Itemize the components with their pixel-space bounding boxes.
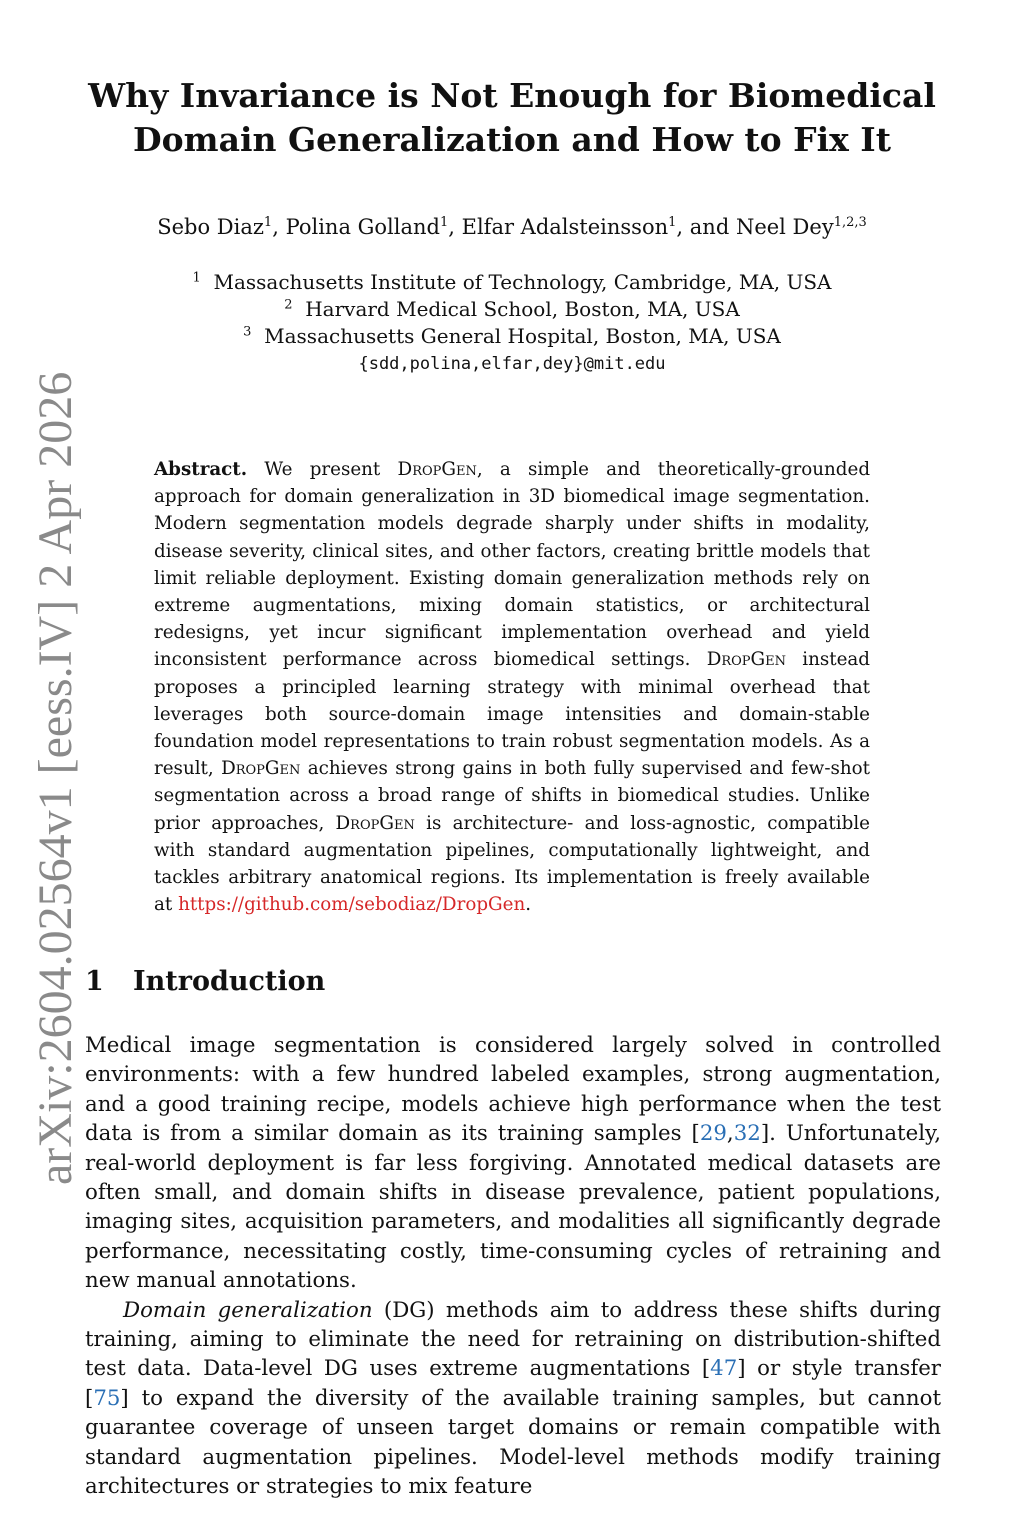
abstract-text: , a simple and theoretically-grounded approach for domain generalization in 3D biomedical image segmentation. Modern segmentation models degrade sharply under shifts in modality, disease severity, clinical sites, and other factors, creating brittle models that limit reliable deployment. Existing domain generalization methods rely on extreme augmentations, mixing domain statistics, or architectural redesigns, yet incur significant implementation overhead and yield inconsistent performance across biomedical settings.	[154, 459, 871, 671]
author-email[interactable]: {sdd,polina,elfar,dey}@mit.edu	[358, 354, 666, 374]
paragraph-text: ]. Unfortunately, real-world deployment is far less forgiving. Annotated medical datasets are often small, and domain shifts in disease prevalence, patient populations, imaging sites, acquisition parameters, and modalities all significantly degrade performance, necessitating costly, time-consuming cycles of retraining and new manual annotations.	[85, 1121, 941, 1294]
author-name: Neel Dey	[735, 215, 834, 239]
affiliation-1	[0, 270, 1024, 294]
emphasis-text: Domain generalization	[123, 1297, 373, 1323]
intro-paragraph-2	[85, 1296, 941, 1502]
author-sup: 1	[439, 215, 449, 230]
intro-body	[85, 1031, 941, 1502]
author-sup: 1,2,3	[833, 215, 867, 230]
affiliation-num: 2	[284, 297, 293, 313]
paragraph-text: ] to expand the diversity of the available training samples, but cannot guarantee coverage of unseen target domains or remain compatible with standard augmentation pipelines. Model-level methods modify training architectures or strategies to mix feature	[85, 1385, 941, 1500]
intro-paragraph-1: Medical image segmentation is considered largely solved in controlled environments: with a few hundred labeled examples, strong augmentation, and a good training recipe, models achieve high performance when the test data is from a similar domain as its training samples [29,32]. Unfortunately, real-world deployment is far less forgiving. Annotated medical datasets are often small, and domain shifts in disease prevalence, patient populations, imaging sites, acquisition parameters, and modalities all significantly degrade performance, necessitating costly, time-consuming cycles of retraining and new manual annotations.	[85, 1033, 941, 1294]
abstract-text: achieves strong gains in both fully supervised and few-shot segmentation across a broad range of shifts in biomedical studies. Unlike prior approaches,	[154, 758, 871, 834]
abstract-text: instead proposes a principled learning strategy with minimal overhead that leverages both source-domain image intensities and domain-stable foundation model representations to train robust segmentation models. As a result,	[154, 649, 870, 780]
affiliation-text: Massachusetts General Hospital, Boston, MA, USA	[264, 324, 781, 348]
abstract	[154, 456, 870, 918]
arxiv-sidebar-id[interactable]: arXiv:2604.02564v1 [eess.IV] 2 Apr 2026	[29, 371, 82, 1185]
section-title: Introduction	[133, 966, 326, 997]
affiliation-num: 1	[192, 270, 201, 286]
paragraph-text: Medical image segmentation is considered largely solved in controlled environments: with a few hundred labeled examples, strong augmentation, and a good training recipe, models achieve high performance when the test data is from a similar domain as its training samples [	[85, 1033, 941, 1147]
section-number: 1	[85, 966, 104, 997]
title-line-1: Why Invariance is Not Enough for Biomedical	[88, 76, 936, 115]
abstract-text: We present	[264, 459, 381, 480]
affiliation-num: 3	[243, 324, 252, 340]
author-sep: ,	[272, 215, 286, 239]
affiliation-2	[0, 297, 1024, 321]
title-line-2: Domain Generalization and How to Fix It	[133, 120, 891, 159]
paper-title	[0, 74, 1024, 162]
author-list	[0, 215, 1024, 239]
citation-link[interactable]: 29	[699, 1121, 727, 1147]
abstract-text: is architecture- and loss-agnostic, compatible with standard augmentation pipelines, computationally lightweight, and tackles arbitrary anatomical regions. Its implementation is freely available at	[154, 812, 870, 916]
author-name: Sebo Diaz	[157, 215, 264, 239]
author-sep: ,	[448, 215, 462, 239]
github-link[interactable]: https://github.com/sebodiaz/DropGen	[178, 894, 526, 916]
author-sup: 1	[263, 215, 273, 230]
author-sup: 1	[668, 215, 677, 230]
abstract-text: .	[525, 894, 532, 916]
paragraph-text: (DG) methods aim to address these shifts during training, aiming to eliminate the need for retraining on distribution-shifted test data. Data-level DG uses extreme augmentations [	[85, 1297, 942, 1382]
author-name: Elfar Adalsteinsson	[461, 215, 669, 239]
citation-link[interactable]: 75	[93, 1385, 121, 1411]
citation-link[interactable]: 47	[710, 1356, 738, 1382]
paragraph-text: ] or style transfer [	[85, 1356, 941, 1411]
method-name: DropGen	[397, 459, 477, 480]
author-sep: , and	[676, 215, 736, 239]
author-name: Polina Golland	[285, 215, 440, 239]
affiliation-3	[0, 324, 1024, 348]
affiliation-text: Harvard Medical School, Boston, MA, USA	[305, 297, 740, 321]
abstract-label: Abstract.	[154, 459, 248, 480]
method-name: DropGen	[706, 649, 787, 671]
method-name: DropGen	[221, 758, 301, 780]
section-heading	[85, 966, 325, 997]
method-name: DropGen	[335, 812, 415, 834]
citation-link[interactable]: 32	[733, 1121, 761, 1147]
affiliation-text: Massachusetts Institute of Technology, Cambridge, MA, USA	[213, 270, 832, 294]
